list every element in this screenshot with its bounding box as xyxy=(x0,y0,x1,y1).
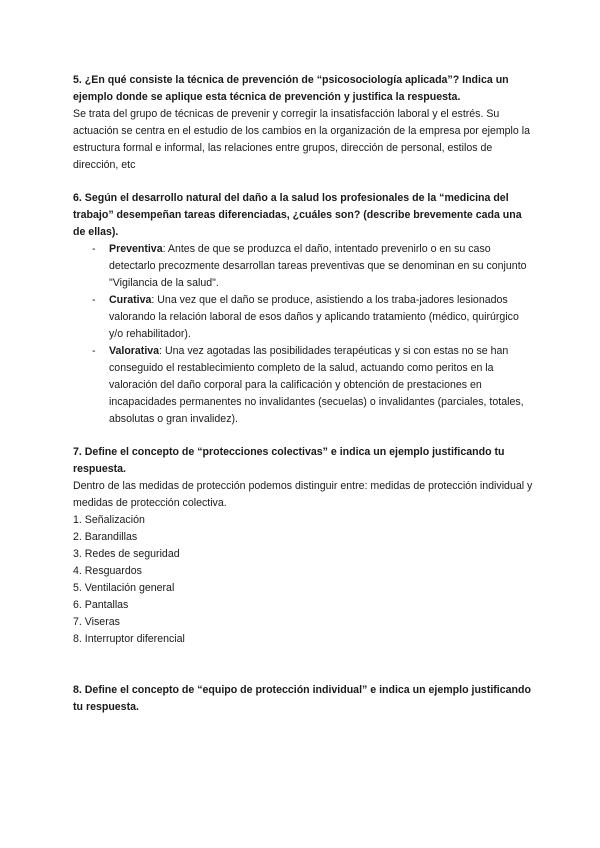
question-7-answer: Dentro de las medidas de protección podemos distinguir entre: medidas de protección individual y medidas de protección colectiva. xyxy=(73,480,533,509)
question-6 xyxy=(73,190,533,428)
question-5-title: 5. ¿En qué consiste la técnica de prevención de “psicosociología aplicada”? Indica un ejemplo donde se aplique esta técnica de prevención y justifica la respuesta. xyxy=(73,74,509,103)
desc-curativa: : Una vez que el daño se produce, asistiendo a los traba-jadores lesionados valorando la relación laboral de esos daños y aplicando tratamiento (médico, quirúrgico y/o rehabilitador). xyxy=(109,294,519,340)
desc-preventiva: : Antes de que se produzca el daño, intentado prevenirlo o en su caso detectarlo precozmente desarrollan tareas preventivas que se denominan en su conjunto "Vigilancia de la salud". xyxy=(109,243,527,289)
question-7 xyxy=(73,444,533,648)
term-curativa: Curativa xyxy=(109,294,152,306)
spacer xyxy=(73,648,533,682)
question-5 xyxy=(73,72,533,174)
term-valorativa: Valorativa xyxy=(109,345,160,357)
question-6-title: 6. Según el desarrollo natural del daño a la salud los profesionales de la “medicina del trabajo” desempeñan tareas diferenciadas, ¿cuáles son? (describe brevemente cada una de ellas). xyxy=(73,192,522,238)
dash-bullet: - xyxy=(92,294,96,306)
document-page xyxy=(73,72,533,716)
question-7-title: 7. Define el concepto de “protecciones colectivas” e indica un ejemplo justificando tu respuesta. xyxy=(73,446,505,475)
list-item-curativa xyxy=(73,292,533,343)
list-item-valorativa xyxy=(73,343,533,428)
list-item: 1. Señalización xyxy=(73,514,145,526)
list-item: 6. Pantallas xyxy=(73,599,129,611)
term-preventiva: Preventiva xyxy=(109,243,163,255)
question-8-title: 8. Define el concepto de “equipo de protección individual” e indica un ejemplo justificando tu respuesta. xyxy=(73,684,531,713)
list-item: 4. Resguardos xyxy=(73,565,142,577)
list-item: 5. Ventilación general xyxy=(73,582,175,594)
dash-bullet: - xyxy=(92,243,96,255)
question-8 xyxy=(73,682,533,716)
list-item: 8. Interruptor diferencial xyxy=(73,633,185,645)
spacer xyxy=(73,428,533,444)
spacer xyxy=(73,174,533,190)
desc-valorativa: : Una vez agotadas las posibilidades terapéuticas y si con estas no se han conseguido el restablecimiento completo de la salud, actuando como peritos en la valoración del daño corporal para la calificación y obtención de prestaciones en incapacidades permanentes no invalidantes (secuelas) o invalidantes (parciales, totales, absolutas o gran invalidez). xyxy=(109,345,524,425)
question-7-list xyxy=(73,512,533,648)
list-item-preventiva xyxy=(73,241,533,292)
question-5-answer: Se trata del grupo de técnicas de prevenir y corregir la insatisfacción laboral y el estrés. Su actuación se centra en el estudio de los cambios en la organización de la empresa por ejemplo la estructura formal e informal, las relaciones entre grupos, dirección de personal, estilos de dirección, etc xyxy=(73,108,530,171)
list-item: 7. Viseras xyxy=(73,616,120,628)
list-item: 3. Redes de seguridad xyxy=(73,548,180,560)
dash-bullet: - xyxy=(92,345,96,357)
question-6-list xyxy=(73,241,533,428)
list-item: 2. Barandillas xyxy=(73,531,138,543)
